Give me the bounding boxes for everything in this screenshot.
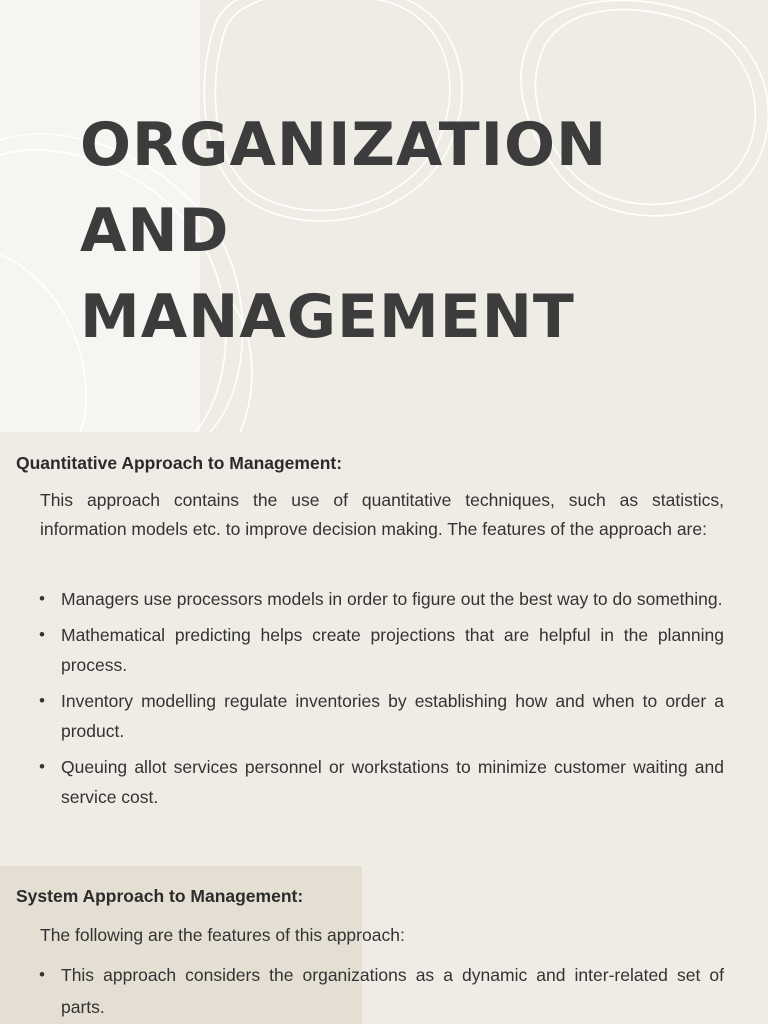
list-item — [36, 584, 724, 614]
title-line-2: AND — [80, 196, 230, 266]
section-heading-quantitative: Quantitative Approach to Management: — [16, 453, 343, 473]
list-item — [36, 959, 724, 1023]
bullet-marker: • — [39, 965, 45, 984]
list-item-text: Mathematical predicting helps create projections that are helpful in the planning process. — [61, 625, 724, 675]
list-item — [36, 686, 724, 746]
list-item-text: Inventory modelling regulate inventories by establishing how and when to order a product. — [61, 691, 724, 741]
title-line-3: MANAGEMENT — [80, 282, 575, 352]
list-item-text: Managers use processors models in order to figure out the best way to do something. — [61, 589, 723, 609]
bullet-marker: • — [39, 691, 45, 710]
list-item-text: Queuing allot services personnel or workstations to minimize customer waiting and service cost. — [61, 757, 724, 807]
bullet-marker: • — [39, 757, 45, 776]
bullet-list-quantitative — [36, 584, 724, 812]
list-item-text: This approach considers the organizations as a dynamic and inter-related set of parts. — [61, 965, 724, 1017]
section-intro-quantitative: This approach contains the use of quantitative techniques, such as statistics, information models etc. to improve decision making. The features of the approach are: — [40, 490, 724, 539]
list-item — [36, 620, 724, 680]
list-item — [36, 752, 724, 812]
bullet-marker: • — [39, 625, 45, 644]
page-title — [80, 102, 607, 360]
section-intro-system: The following are the features of this approach: — [40, 925, 405, 945]
title-line-1: ORGANIZATION — [80, 110, 608, 180]
bullet-marker: • — [39, 589, 45, 608]
section-heading-system: System Approach to Management: — [16, 886, 304, 906]
bullet-list-system — [36, 959, 724, 1023]
